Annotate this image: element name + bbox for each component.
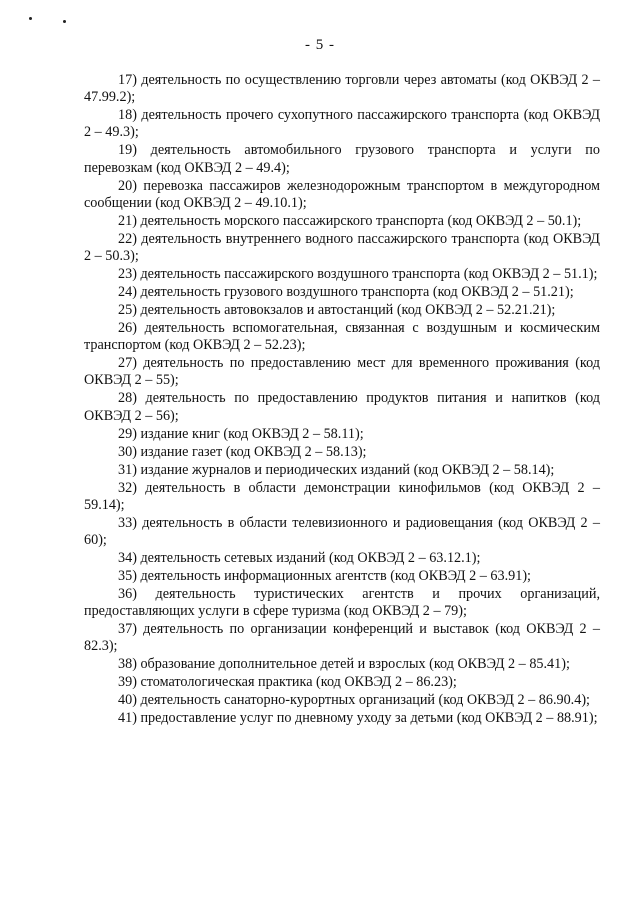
list-item: 41) предоставление услуг по дневному уходу за детьми (код ОКВЭД 2 – 88.91);	[118, 710, 598, 727]
list-item: 34) деятельность сетевых изданий (код ОКВЭД 2 – 63.12.1);	[118, 550, 481, 567]
list-item: 37) деятельность по организации конференций и выставок (код ОКВЭД 2 – 82.3);	[84, 621, 600, 655]
list-item: 29) издание книг (код ОКВЭД 2 – 58.11);	[118, 425, 364, 442]
list-item: 20) перевозка пассажиров железнодорожным транспортом в междугородном сообщении (код ОКВЭД 2 – 49.10.1);	[84, 177, 600, 211]
list-item: 19) деятельность автомобильного грузового транспорта и услуги по перевозкам (код ОКВЭД 2 – 49.4);	[84, 142, 600, 176]
list-item: 35) деятельность информационных агентств (код ОКВЭД 2 – 63.91);	[118, 568, 531, 585]
list-item: 32) деятельность в области демонстрации кинофильмов (код ОКВЭД 2 – 59.14);	[84, 479, 600, 513]
page-number: - 5 -	[305, 37, 335, 53]
list-item: 26) деятельность вспомогательная, связанная с воздушным и космическим транспортом (код ОКВЭД 2 – 52.23);	[84, 320, 600, 354]
list-item: 33) деятельность в области телевизионного и радиовещания (код ОКВЭД 2 – 60);	[84, 514, 600, 549]
list-item: 25) деятельность автовокзалов и автостанций (код ОКВЭД 2 – 52.21.21);	[118, 302, 556, 319]
list-item: 27) деятельность по предоставлению мест для временного проживания (код ОКВЭД 2 – 55);	[84, 355, 600, 389]
list-item: 24) деятельность грузового воздушного транспорта (код ОКВЭД 2 – 51.21);	[118, 284, 574, 301]
list-item: 36) деятельность туристических агентств и прочих организаций, предоставляющих услуги в сфере туризма (код ОКВЭД 2 – 79);	[84, 586, 600, 620]
list-item: 22) деятельность внутреннего водного пассажирского транспорта (код ОКВЭД 2 – 50.3);	[84, 230, 600, 265]
scan-speck	[29, 17, 32, 20]
list-item: 17) деятельность по осуществлению торговли через автоматы (код ОКВЭД 2 – 47.99.2);	[84, 72, 600, 106]
list-item: 39) стоматологическая практика (код ОКВЭД 2 – 86.23);	[118, 674, 457, 691]
list-item: 23) деятельность пассажирского воздушного транспорта (код ОКВЭД 2 – 51.1);	[118, 266, 598, 283]
list-item: 30) издание газет (код ОКВЭД 2 – 58.13);	[118, 443, 367, 460]
scan-speck	[63, 20, 66, 23]
document-body	[84, 72, 600, 728]
list-item: 38) образование дополнительное детей и взрослых (код ОКВЭД 2 – 85.41);	[118, 656, 570, 673]
list-item: 28) деятельность по предоставлению продуктов питания и напитков (код ОКВЭД 2 – 56);	[84, 390, 600, 424]
list-item: 18) деятельность прочего сухопутного пассажирского транспорта (код ОКВЭД 2 – 49.3);	[84, 107, 600, 141]
list-item: 40) деятельность санаторно-курортных организаций (код ОКВЭД 2 – 86.90.4);	[118, 692, 590, 709]
list-item: 21) деятельность морского пассажирского транспорта (код ОКВЭД 2 – 50.1);	[118, 212, 582, 229]
list-item: 31) издание журналов и периодических изданий (код ОКВЭД 2 – 58.14);	[118, 461, 555, 478]
